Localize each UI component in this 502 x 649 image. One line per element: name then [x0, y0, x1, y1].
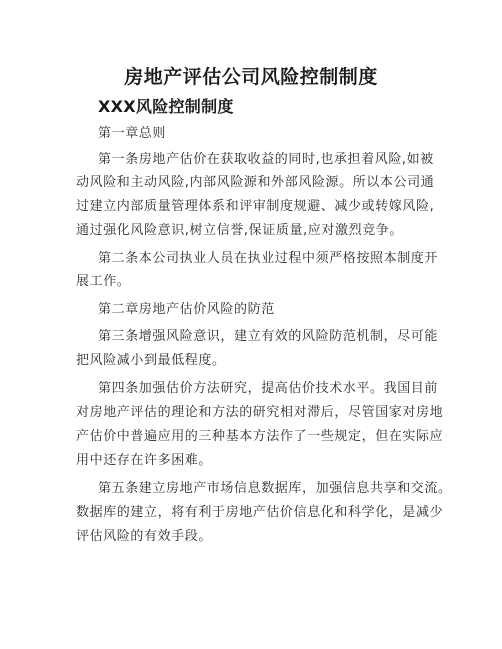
paragraph-line: 第五条建立房地产市场信息数据库，加强信息共享和交流。	[98, 481, 452, 496]
paragraph-line: 把风险减小到最低程度。	[76, 353, 226, 368]
paragraph-line: 第二条本公司执业人员在执业过程中须严格按照本制度开	[98, 251, 439, 266]
chapter-2-heading: 第二章房地产估价风险的防范	[98, 302, 275, 317]
paragraph-line: 数据库的建立，将有利于房地产估价信息化和科学化，是减少	[76, 505, 444, 520]
paragraph-line: 第四条加强估价方法研究，提高估价技术水平。我国目前	[98, 381, 439, 396]
paragraph-line: 过建立内部质量管理体系和评审制度规避、减少或转嫁风险,	[76, 199, 435, 214]
paragraph-line: 对房地产评估的理论和方法的研究相对滞后，尽管国家对房地	[76, 405, 444, 420]
section-heading: XXX风险控制制度	[98, 97, 234, 116]
paragraph-line: 评估风险的有效手段。	[76, 529, 213, 544]
paragraph-line: 动风险和主动风险,内部风险源和外部风险源。所以本公司通	[76, 175, 435, 190]
paragraph-line: 第一条房地产估价在获取收益的同时,也承担着风险,如被	[98, 152, 434, 167]
document-title: 房地产评估公司风险控制制度	[124, 66, 378, 88]
paragraph-line: 通过强化风险意识,树立信誉,保证质量,应对激烈竞争。	[76, 223, 403, 238]
paragraph-line: 展工作。	[76, 274, 131, 289]
chapter-1-heading: 第一章总则	[98, 126, 167, 141]
paragraph-line: 产估价中普遍应用的三种基本方法作了一些规定，但在实际应	[76, 429, 444, 444]
paragraph-line: 用中还存在许多困难。	[76, 453, 213, 468]
paragraph-line: 第三条增强风险意识，建立有效的风险防范机制，尽可能	[98, 329, 439, 344]
